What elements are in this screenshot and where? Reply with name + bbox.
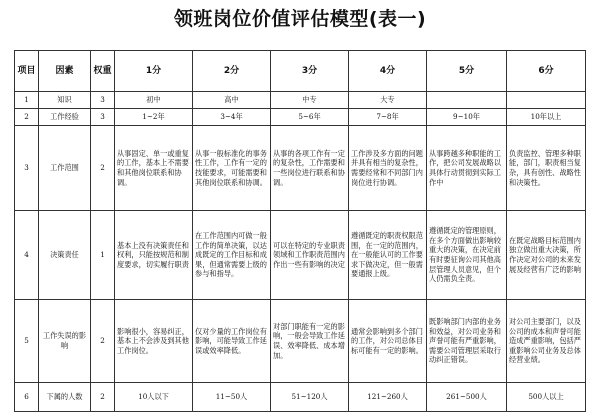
- level-cell: 遵循既定的管理原则，在多个方面做出影响较重大的决策，在决定前有时要征询公司其他高层管理人员意见，但个人仍需负全责。: [427, 211, 507, 300]
- table-header-row: [15, 51, 586, 92]
- page-title: 领班岗位价值评估模型(表一): [173, 8, 427, 30]
- row-id: 4: [15, 211, 39, 300]
- row-factor: 知识: [39, 92, 91, 109]
- level-cell: 负责监控、管理多种职能，部门，职责相当复杂，具有创性、战略性和决策性。: [507, 126, 586, 211]
- header-item: 项目: [15, 51, 39, 92]
- table-row-experience: [15, 109, 586, 126]
- level-cell: 工作涉及多方面的问题并具有相当的复杂性，需要经常和不同部门内岗位进行协调。: [349, 126, 427, 211]
- level-cell: 在工作范围内可做一般工作的简单决策，以达成既定的工作目标和成果，但通常需要上级的参与和指导。: [193, 211, 271, 300]
- level-cell: 在既定战略目标范围内独立做出重大决策，所作决定对公司的未来发展及经营有广泛的影响: [507, 211, 586, 300]
- header-score-5: 5分: [427, 51, 507, 92]
- level-cell: 对部门职能有一定的影响，一般会导致工作延误、效率降低、成本增加。: [271, 300, 349, 383]
- level-cell: [507, 92, 586, 109]
- row-factor: 决策责任: [39, 211, 91, 300]
- level-cell: 5~6年: [271, 109, 349, 126]
- level-cell: 从事的各项工作有一定的复杂性，工作需要和一些岗位进行联系和协调。: [271, 126, 349, 211]
- level-cell: 3~4年: [193, 109, 271, 126]
- header-score-2: 2分: [193, 51, 271, 92]
- level-cell: 7~8年: [349, 109, 427, 126]
- level-cell: 遵循既定的职责权限范围，在一定的范围内，在一般能认可的工作要求下做决定，但一般需要通报上级。: [349, 211, 427, 300]
- evaluation-table: [14, 50, 586, 412]
- level-cell: 261~500人: [427, 383, 507, 412]
- level-cell: 1~2年: [115, 109, 193, 126]
- level-cell: 121~260人: [349, 383, 427, 412]
- table-row-decision: [15, 211, 586, 300]
- level-cell: 从事一般标准化的事务性工作，工作有一定的技能要求，可能需要和其他岗位联系和协调。: [193, 126, 271, 211]
- header-score-1: 1分: [115, 51, 193, 92]
- row-id: 3: [15, 126, 39, 211]
- row-weight: 2: [91, 383, 115, 412]
- level-cell: 9~10年: [427, 109, 507, 126]
- header-factor: 因素: [39, 51, 91, 92]
- level-cell: 仅对少量的工作岗位有影响，可能导致工作延误或效率降低。: [193, 300, 271, 383]
- row-id: 1: [15, 92, 39, 109]
- row-factor: 工作经验: [39, 109, 91, 126]
- level-cell: 高中: [193, 92, 271, 109]
- row-weight: 2: [91, 300, 115, 383]
- level-cell: 从事固定、单一或重复的工作，基本上不需要和其他岗位联系和协调。: [115, 126, 193, 211]
- level-cell: 从事跨越多种职能的工作，把公司发展战略以具体行动贯彻到实际工作中: [427, 126, 507, 211]
- level-cell: 大专: [349, 92, 427, 109]
- level-cell: 既影响部门内部的业务和效益，对公司业务和声誉可能有严重影响，需要公司管理层采取行动纠正错误。: [427, 300, 507, 383]
- row-weight: 1: [91, 211, 115, 300]
- row-factor: 工作范围: [39, 126, 91, 211]
- level-cell: 10人以下: [115, 383, 193, 412]
- row-id: 5: [15, 300, 39, 383]
- row-weight: 3: [91, 92, 115, 109]
- row-weight: 3: [91, 109, 115, 126]
- row-id: 2: [15, 109, 39, 126]
- level-cell: 中专: [271, 92, 349, 109]
- table-row-error-impact: [15, 300, 586, 383]
- level-cell: 11~50人: [193, 383, 271, 412]
- table-row-subordinates: [15, 383, 586, 412]
- level-cell: 通常会影响到多个部门的工作，对公司总体目标可能有一定的影响。: [349, 300, 427, 383]
- header-score-3: 3分: [271, 51, 349, 92]
- row-factor: 工作失误的影响: [39, 300, 91, 383]
- level-cell: 初中: [115, 92, 193, 109]
- level-cell: 对公司主要部门，以及公司的成本和声誉可能造成严重影响，包括严重影响公司业务及总体经营业绩。: [507, 300, 586, 383]
- level-cell: [427, 92, 507, 109]
- table-row-knowledge: [15, 92, 586, 109]
- header-score-6: 6分: [507, 51, 586, 92]
- level-cell: 基本上没有决策责任和权利，只能按规范和制度要求，切实履行职责: [115, 211, 193, 300]
- row-id: 6: [15, 383, 39, 412]
- level-cell: 影响很小，容易纠正，基本上不会涉及到其他工作岗位。: [115, 300, 193, 383]
- row-weight: 2: [91, 126, 115, 211]
- table-row-work-scope: [15, 126, 586, 211]
- header-score-4: 4分: [349, 51, 427, 92]
- level-cell: 可以在特定的专业职责领域和工作职责范围内作出一些有影响的决定: [271, 211, 349, 300]
- level-cell: 500人以上: [507, 383, 586, 412]
- level-cell: 51~120人: [271, 383, 349, 412]
- header-weight: 权重: [91, 51, 115, 92]
- level-cell: 10年以上: [507, 109, 586, 126]
- row-factor: 下属的人数: [39, 383, 91, 412]
